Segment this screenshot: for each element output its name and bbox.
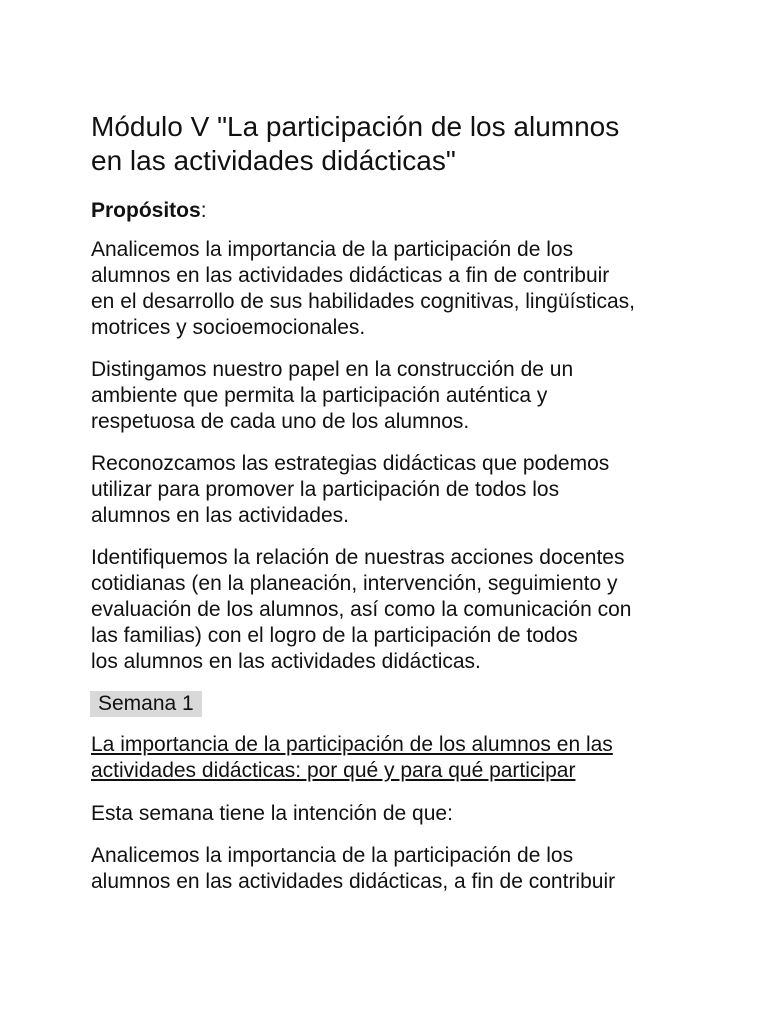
purpose-paragraph-4: Identifiquemos la relación de nuestras acciones docentes cotidianas (en la planeación, intervención, seguimiento y evaluación de los alumnos, así como la comunicación con las familias) con el logro de la participación de todos los alumnos en las actividades didácticas. <box>91 546 632 673</box>
week-topic-link[interactable]: La importancia de la participación de los alumnos en las actividades didácticas: por qué y para qué participar <box>91 733 613 782</box>
purpose-paragraph-1: Analicemos la importancia de la participación de los alumnos en las actividades didácticas a fin de contribuir en el desarrollo de sus habilidades cognitivas, lingüísticas, motrices y socioemocionales. <box>91 238 635 339</box>
purposes-colon: : <box>200 199 207 222</box>
page-title: Módulo V "La participación de los alumnos en las actividades didácticas" <box>91 111 620 176</box>
week-section <box>91 691 691 895</box>
purposes-label: Propósitos <box>91 199 201 222</box>
week-badge: Semana 1 <box>90 691 202 717</box>
week-intro: Esta semana tiene la intención de que: <box>91 802 453 825</box>
purposes-heading <box>91 198 691 224</box>
purpose-paragraph-3: Reconozcamos las estrategias didácticas que podemos utilizar para promover la participación de todos los alumnos en las actividades. <box>91 452 610 527</box>
document-page <box>91 110 691 911</box>
week-intent-paragraph: Analicemos la importancia de la participación de los alumnos en las actividades didácticas, a fin de contribuir <box>91 844 616 893</box>
week-topic <box>91 732 691 784</box>
purpose-paragraph-2: Distingamos nuestro papel en la construcción de un ambiente que permita la participación auténtica y respetuosa de cada uno de los alumnos. <box>91 358 574 433</box>
